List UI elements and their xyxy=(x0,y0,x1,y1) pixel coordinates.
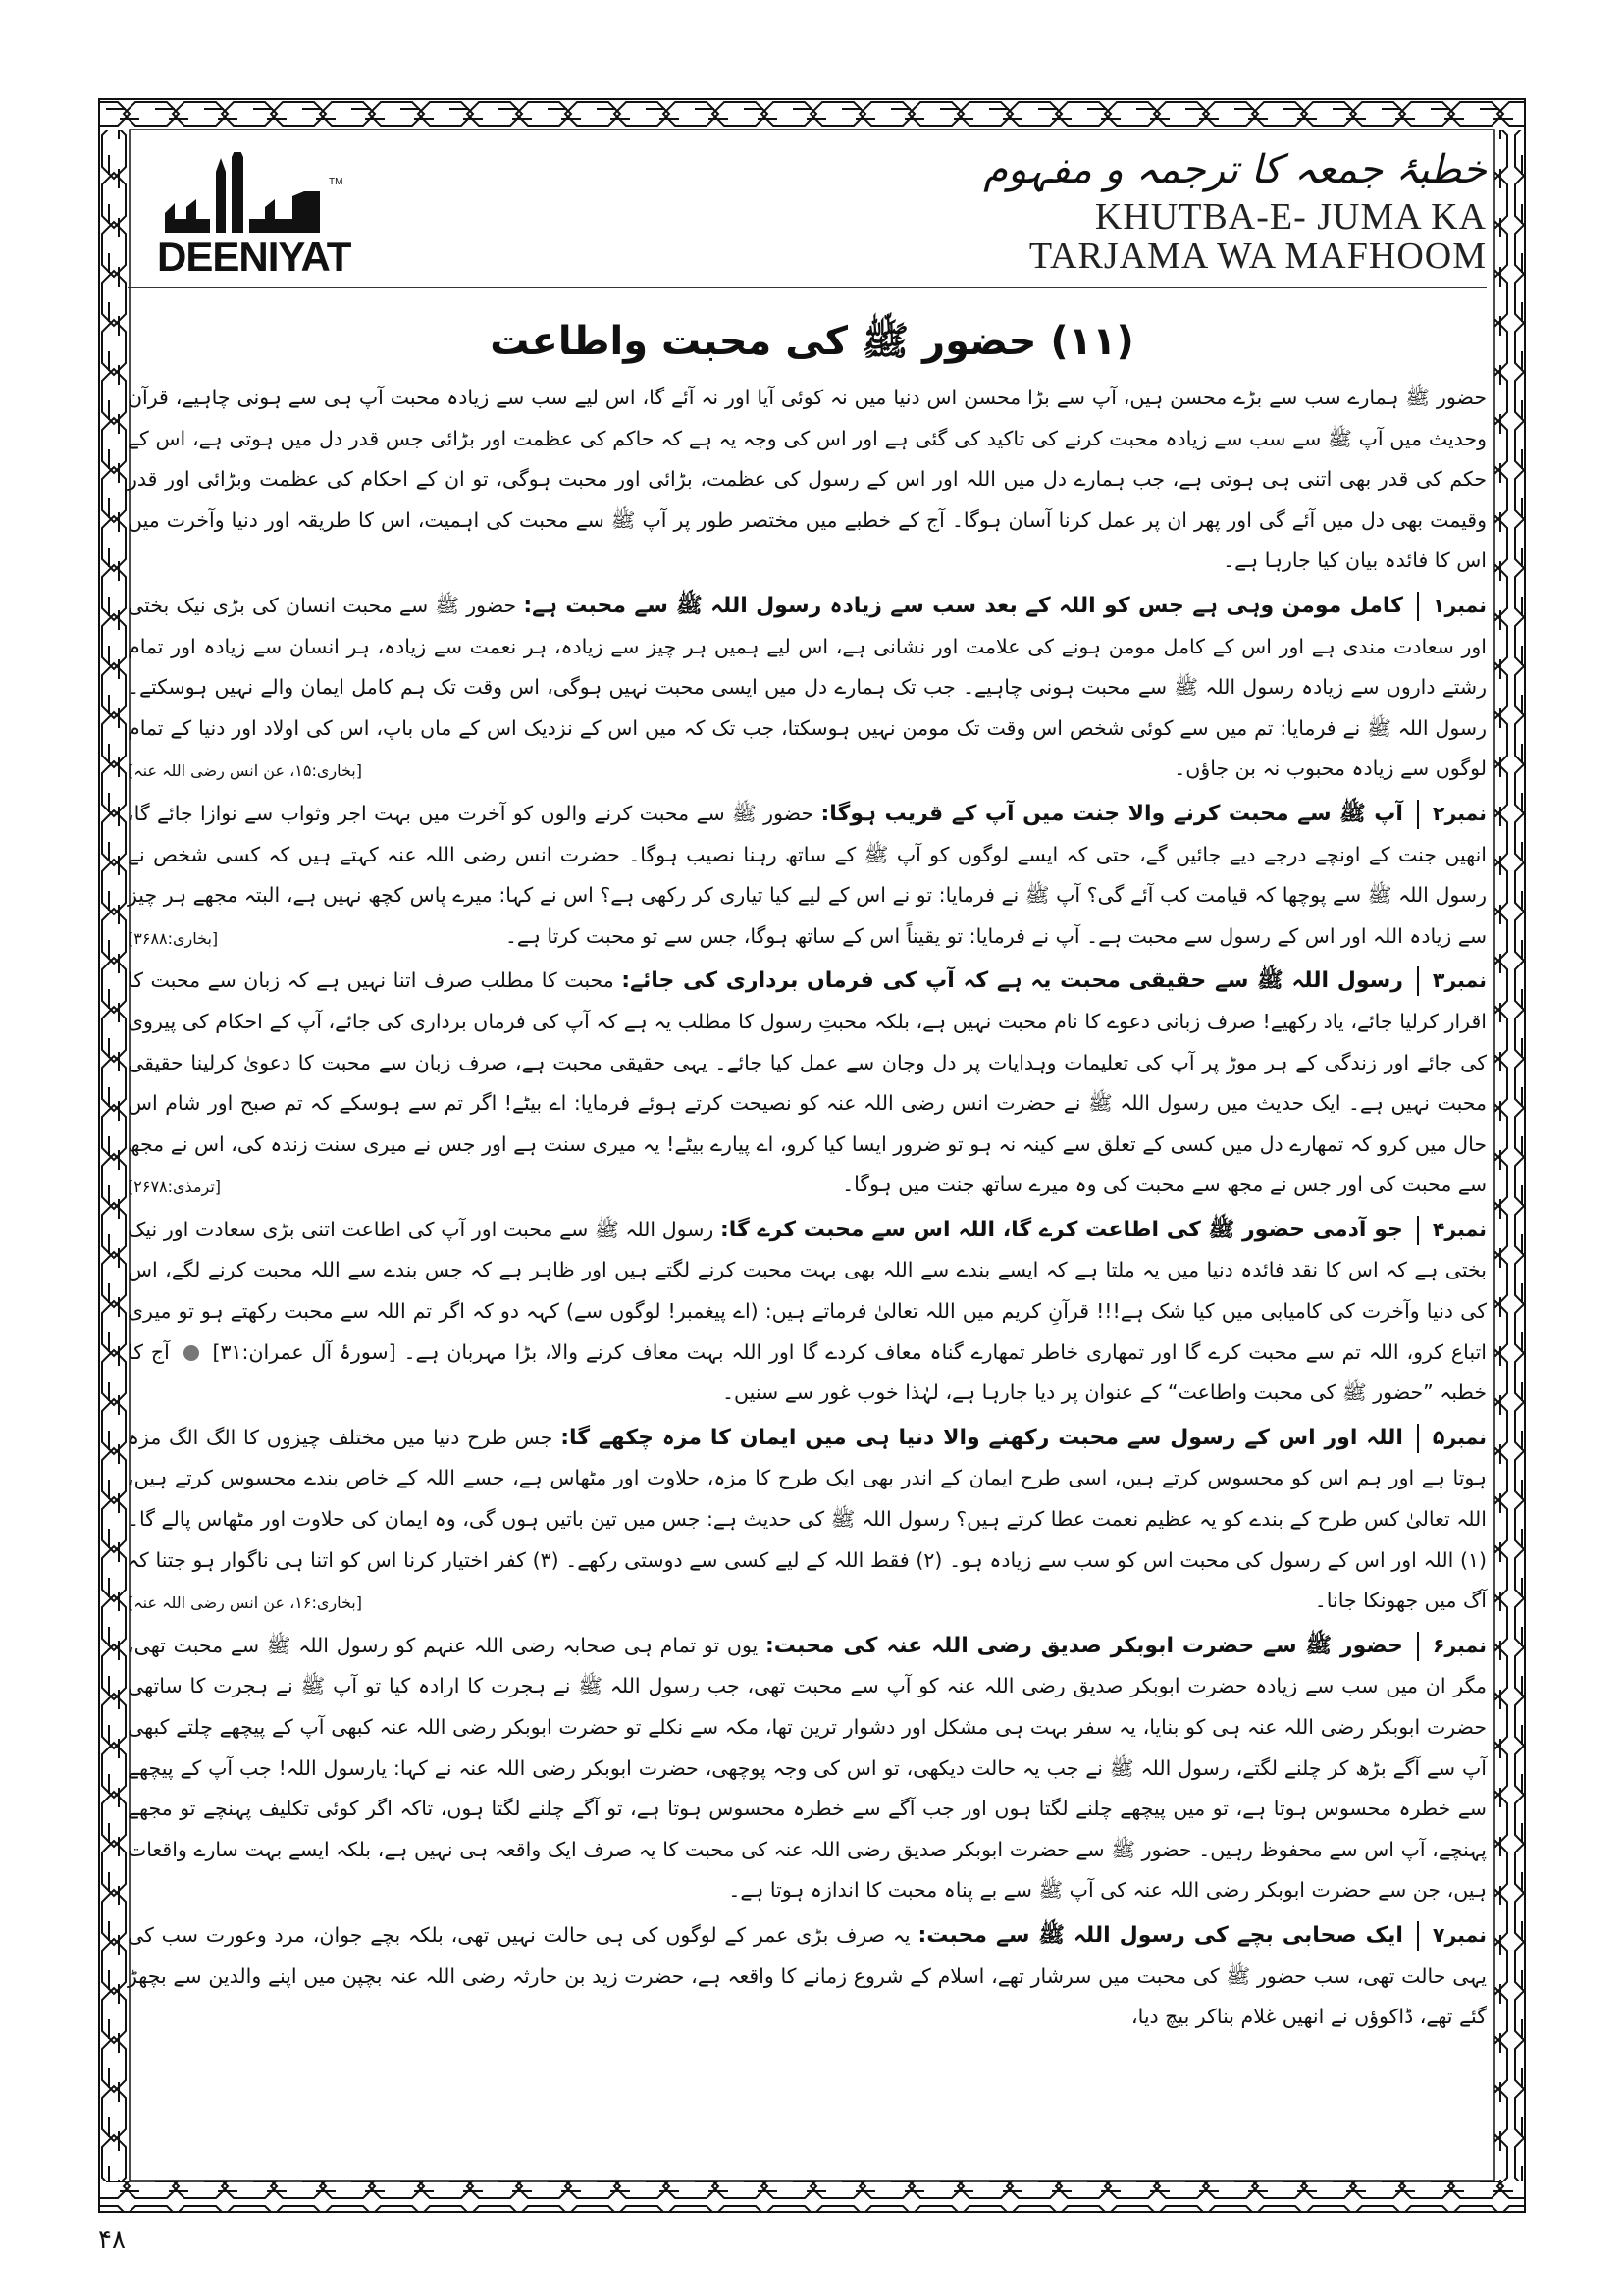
title-urdu: خطبۂ جمعہ کا ترجمہ و مفہوم xyxy=(983,147,1487,192)
section-3 xyxy=(128,961,1487,1206)
section-divider-bar xyxy=(1417,1216,1419,1245)
section-number: نمبر۲ xyxy=(1432,801,1487,825)
page-content xyxy=(128,128,1496,2188)
citation: [ترمذی:۲۶۷۸] xyxy=(128,1177,222,1197)
page-number: ۴۸ xyxy=(98,2225,126,2255)
section-7 xyxy=(128,1915,1487,2038)
section-number: نمبر۷ xyxy=(1432,1922,1487,1947)
section-number: نمبر۵ xyxy=(1432,1425,1487,1449)
section-number: نمبر۶ xyxy=(1432,1633,1487,1657)
section-heading: آپ ﷺ سے محبت کرنے والا جنت میں آپ کے قریب ہوگا: xyxy=(820,801,1403,826)
section-divider-bar xyxy=(1417,1921,1419,1951)
section-heading: ایک صحابی بچے کی رسول اللہ ﷺ سے محبت: xyxy=(917,1922,1403,1948)
article-body xyxy=(128,378,1487,2038)
section-heading: کامل مومن وہی ہے جس کو اللہ کے بعد سب سے زیادہ رسول اللہ ﷺ سے محبت ہے: xyxy=(523,593,1403,618)
section-heading: اللہ اور اس کے رسول سے محبت رکھنے والا دنیا ہی میں ایمان کا مزہ چکھے گا: xyxy=(560,1425,1403,1450)
section-text: جس طرح دنیا میں مختلف چیزوں کا الگ الگ مزہ ہوتا ہے اور ہم اس کو محسوس کرتے ہیں، اسی طرح ایمان کے اندر بھی ایک طرح کا مزہ، حلاوت اور مٹھاس ہے، جسے اللہ کے خاص بندے محسوس کرتے ہیں، اللہ تعالیٰ کس طرح کے بندے کو یہ عظیم نعمت عطا کرتے ہیں؟ رسول اللہ ﷺ کی حدیث ہے: جس میں تین باتیں ہوں گی، وہ ایمان کی حلاوت اور مٹھاس پالے گا۔ (۱) اللہ اور اس کے رسول کی محبت اس کو سب سے زیادہ ہو۔ (۲) فقط اللہ کے لیے کسی سے دوستی رکھے۔ (۳) کفر اختیار کرنا اس کو اتنا ہی ناگوار ہو جتنا کہ آگ میں جھونکا جانا۔ xyxy=(128,1425,1487,1613)
logo-wordmark: DEENIYAT xyxy=(157,234,351,280)
section-heading: جو آدمی حضور ﷺ کی اطاعت کرے گا، اللہ اس سے محبت کرے گا: xyxy=(720,1217,1403,1242)
section-divider-bar xyxy=(1417,1424,1419,1453)
intro-paragraph: حضور ﷺ ہمارے سب سے بڑے محسن ہیں، آپ سے بڑا محسن اس دنیا میں نہ کوئی آیا اور نہ آئے گا، اس لیے سب سے زیادہ محبت آپ ہی سے ہونی چاہیے، قرآن وحدیث میں آپ ﷺ سے سب سے زیادہ محبت کرنے کی تاکید کی گئی ہے اور اس کی وجہ یہ ہے کہ حاکم کی عظمت اور بڑائی جس قدر دل میں ہوتی ہے، اس کے حکم کی قدر بھی اتنی ہی ہوتی ہے، جب ہمارے دل میں اللہ اور اس کے رسول کی عظمت، بڑائی اور محبت ہوگی، تو ان کے احکام کی عظمت وبڑائی اور قدر وقیمت بھی دل میں آئے گی اور پھر ان پر عمل کرنا آسان ہوگا۔ آج کے خطبے میں مختصر طور پر آپ ﷺ سے محبت کی اہمیت، اس کا طریقہ اور دنیا وآخرت میں اس کا فائدہ بیان کیا جارہا ہے۔ xyxy=(128,386,1487,573)
section-1 xyxy=(128,586,1487,790)
section-text: یوں تو تمام ہی صحابہ رضی اللہ عنہم کو رسول اللہ ﷺ سے محبت تھی، مگر ان میں سب سے زیادہ حضرت ابوبکر صدیق رضی اللہ عنہ کو آپ سے محبت تھی، جب رسول اللہ ﷺ نے ہجرت کا ارادہ کیا تو آپ ﷺ نے ہجرت کا ساتھی حضرت ابوبکر رضی اللہ عنہ ہی کو بنایا، یہ سفر بہت ہی مشکل اور دشوار ترین تھا، مکہ سے نکلے تو حضرت ابوبکر رضی اللہ عنہ کبھی آپ کے پیچھے چلتے کبھی آپ سے آگے بڑھ کر چلنے لگتے، رسول اللہ ﷺ نے جب یہ حالت دیکھی، تو اس کی وجہ پوچھی، حضرت ابوبکر رضی اللہ عنہ نے کہا: یارسول اللہ! جب آپ کے پیچھے سے خطرہ محسوس ہوتا ہے، تو میں پیچھے چلنے لگتا ہوں اور جب آگے سے خطرہ محسوس ہوتا ہے، تو آگے چلنے لگتا ہوں، تاکہ اگر کوئی تکلیف پہنچے تو مجھے پہنچے، آپ اس سے محفوظ رہیں۔ حضور ﷺ سے حضرت ابوبکر صدیق رضی اللہ عنہ کی محبت کا یہ صرف ایک واقعہ ہی نہیں ہے، بلکہ ایسے بہت سارے واقعات ہیں، جن سے حضرت ابوبکر رضی اللہ عنہ کی آپ ﷺ سے بے پناہ محبت کا اندازہ ہوتا ہے۔ xyxy=(128,1633,1487,1903)
citation: [بخاری:۱۵، عن انس رضی اللہ عنہ] xyxy=(128,761,362,781)
mosque-minaret-logo-icon xyxy=(157,152,334,235)
trademark: TM xyxy=(329,177,343,187)
section-divider-bar xyxy=(1417,800,1419,829)
section-4 xyxy=(128,1210,1487,1414)
section-divider-bar xyxy=(1417,966,1419,996)
header-divider xyxy=(128,287,1487,288)
bullet-dot-icon xyxy=(183,1345,199,1361)
deeniyat-logo xyxy=(157,152,353,285)
section-text: یہ صرف بڑی عمر کے لوگوں کی ہی حالت نہیں تھی، بلکہ بچے جوان، مرد وعورت سب کی یہی حالت تھی، سب حضور ﷺ کی محبت میں سرشار تھے، اسلام کے شروع زمانے کا واقعہ ہے، حضرت زید بن حارثہ رضی اللہ عنہ بچپن میں اپنے والدین سے بچھڑ گئے تھے، ڈاکوؤں نے انھیں غلام بناکر بیچ دیا، xyxy=(128,1922,1487,2029)
citation: [بخاری:۳۶۸۸] xyxy=(128,928,219,948)
section-divider-bar xyxy=(1417,1632,1419,1661)
section-text: رسول اللہ ﷺ سے محبت اور آپ کی اطاعت اتنی بڑی سعادت اور نیک بختی ہے کہ اس کا نقد فائدہ دنیا میں یہ ملتا ہے کہ ایسے بندے سے اللہ بھی بہت محبت کرنے لگتے ہیں اور ظاہر ہے کہ جس بندے سے اللہ محبت کرنے لگے، اس کی دنیا وآخرت کی کامیابی میں کیا شک ہے!!! قرآنِ کریم میں اللہ تعالیٰ فرماتے ہیں: (اے پیغمبر! لوگوں سے) کہہ دو کہ اگر تم اللہ سے محبت رکھتے ہو تو میری اتباع کرو، اللہ تم سے محبت کرے گا اور تمھاری خاطر تمھارے گناہ معاف کردے گا اور اللہ بہت معاف کرنے والا، بڑا مہربان ہے۔ [سورۂ آل عمران:۳۱] xyxy=(128,1217,1487,1364)
section-number: نمبر۱ xyxy=(1432,593,1487,617)
title-en-line2: TARJAMA WA MAFHOOM xyxy=(1028,235,1487,277)
section-heading: رسول اللہ ﷺ سے حقیقی محبت یہ ہے کہ آپ کی فرماں برداری کی جائے: xyxy=(621,968,1403,994)
citation: [بخاری:۱۶، عن انس رضی اللہ عنہ] xyxy=(128,1593,362,1613)
title-en-line1: KHUTBA-E- JUMA KA xyxy=(1094,196,1487,237)
section-text: حضور ﷺ سے محبت کرنے والوں کو آخرت میں بہت اجر وثواب سے نوازا جائے گا، انھیں جنت کے اونچے درجے دیے جائیں گے، حتی کہ ایسے لوگوں کو آپ ﷺ کے ساتھ رہنا نصیب ہوگا۔ حضرت انس رضی اللہ عنہ کہتے ہیں کہ کسی شخص نے رسول اللہ ﷺ سے پوچھا کہ قیامت کب آئے گی؟ آپ ﷺ نے فرمایا: تو نے اس کے لیے کیا تیاری کر رکھی ہے؟ اس نے کہا: میرے پاس کچھ نہیں ہے، البتہ مجھے ہر چیز سے زیادہ اللہ اور اس کے رسول سے محبت ہے۔ آپ نے فرمایا: تو یقیناً اس کے ساتھ ہوگا، جس سے تو محبت کرتا ہے۔ xyxy=(128,801,1487,948)
section-5 xyxy=(128,1418,1487,1622)
article-title: (۱۱) حضور ﷺ کی محبت واطاعت xyxy=(490,319,1134,364)
section-text: محبت کا مطلب صرف اتنا نہیں ہے کہ زبان سے محبت کا اقرار کرلیا جائے، یاد رکھیے! صرف زبانی دعوے کا نام محبت نہیں ہے، بلکہ محبتِ رسول کا مطلب یہ ہے کہ آپ کی فرماں برداری کی جائے، آپ کے احکام کی پیروی کی جائے اور زندگی کے ہر موڑ پر آپ کی تعلیمات وہدایات پر دل وجان سے عمل کیا جائے۔ یہی حقیقی محبت ہے، صرف زبان سے محبت کا دعویٰ کرلینا حقیقی محبت نہیں ہے۔ ایک حدیث میں رسول اللہ ﷺ نے حضرت انس رضی اللہ عنہ کو نصیحت کرتے ہوئے فرمایا: اے بیٹے! اگر تم سے ہوسکے کہ تم صبح اور شام اس حال میں کرو کہ تمھارے دل میں کسی کے تعلق سے کینہ نہ ہو تو ضرور ایسا کیا کرو، اے پیارے بیٹے! یہ میری سنت ہے اور جس نے میری سنت زندہ کی، اس نے مجھ سے محبت کی اور جس نے مجھ سے محبت کی وہ میرے ساتھ جنت میں ہوگا۔ xyxy=(128,968,1487,1197)
section-2 xyxy=(128,794,1487,957)
section-closing: آج کا خطبہ ”حضور ﷺ کی محبت واطاعت“ کے عنوان پر دیا جارہا ہے، لہٰذا خوب غور سے سنیں۔ xyxy=(128,1339,1487,1405)
section-number: نمبر۴ xyxy=(1432,1217,1487,1241)
section-divider-bar xyxy=(1417,592,1419,621)
section-heading: حضور ﷺ سے حضرت ابوبکر صدیق رضی اللہ عنہ کی محبت: xyxy=(765,1633,1403,1658)
section-text: حضور ﷺ سے محبت انسان کی بڑی نیک بختی اور سعادت مندی ہے اور اس کے کامل مومن ہونے کی علامت اور نشانی ہے، اس لیے ہمیں ہر چیز سے زیادہ، ہر نعمت سے زیادہ، ہر انسان سے زیادہ اور تمام رشتے داروں سے زیادہ رسول اللہ ﷺ سے محبت ہونی چاہیے۔ جب تک ہمارے دل میں ایسی محبت نہیں ہوگی، اس وقت تک ہم کامل ایمان والے نہیں ہوسکتے۔ رسول اللہ ﷺ نے فرمایا: تم میں سے کوئی شخص اس وقت تک مومن نہیں ہوسکتا، جب تک کہ میں اس کے نزدیک اس کے ماں باپ، اس کی اولاد اور دنیا کے تمام لوگوں سے زیادہ محبوب نہ بن جاؤں۔ xyxy=(128,593,1487,781)
section-6 xyxy=(128,1626,1487,1911)
publication-title xyxy=(983,142,1487,276)
section-number: نمبر۳ xyxy=(1432,968,1487,993)
